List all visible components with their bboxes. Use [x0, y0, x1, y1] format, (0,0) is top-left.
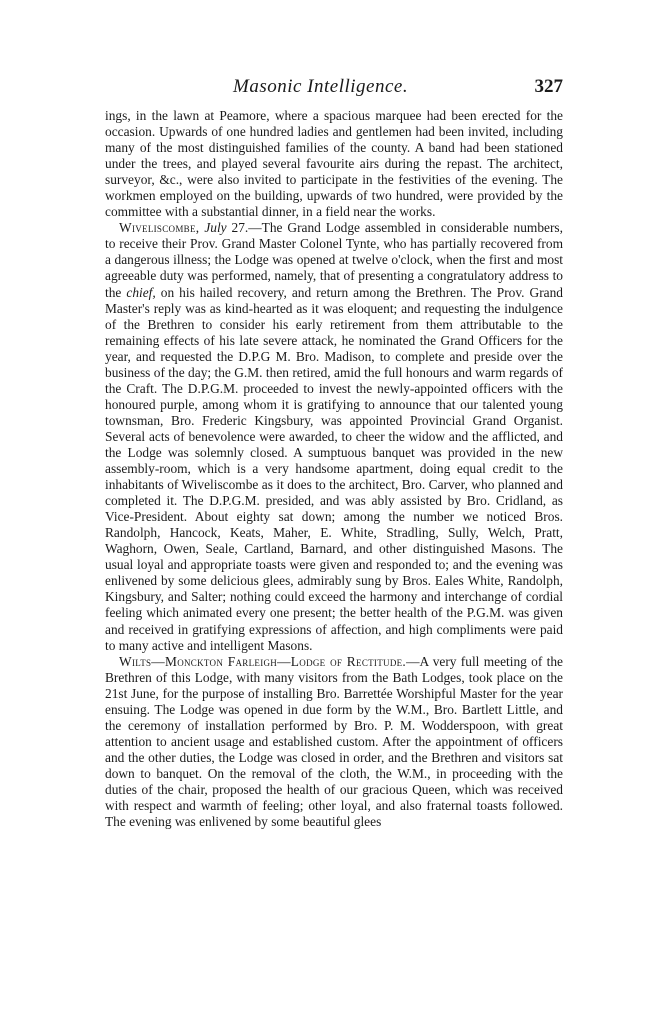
place-heading: Wiveliscombe,	[119, 220, 200, 236]
page-number: 327	[534, 76, 563, 97]
paragraph-text: on his hailed recovery, and return among the Brethren. The Prov. Grand Master's reply was as kind-hearted as it was eloquent; and requesting the indulgence of the Brethren to consider his early retirement from them attributable to the remaining effects of his late severe attack, he nominated the Grand Officers for the year, and requested the D.P.G M. Bro. Madison, to complete and preside over the business of the day; the G.M. then retired, amid the full honours and warm regards of the Craft. The D.P.G.M. proceeded to invest the newly-appointed officers with the honoured purple, among whom it is gratifying to announce that our talented young townsman, Bro. Frederic Kingsbury, was appointed Provincial Grand Organist. Several acts of benevolence were awarded, to cheer the widow and the afflicted, and the Lodge was solemnly closed. A sumptuous banquet was provided in the new assembly-room, which is a very handsome apartment, doing equal credit to the inhabitants of Wiveliscombe as it does to the architect, Bro. Carver, who planned and completed it. The D.P.G.M. presided, and was ably assisted by Bro. Cridland, as Vice-President. About eighty sat down; among the number we noticed Bros. Randolph, Hancock, Keats, Maher, E. White, Stradling, Sully, Welch, Pratt, Waghorn, Owen, Seale, Cartland, Barnard, and other distinguished Masons. The usual loyal and appropriate toasts were given and responded to; and the evening was enlivened by some delicious glees, admirably sung by Bros. Eales White, Randolph, Kingsbury, and Salter; nothing could exceed the harmony and interchange of cordial feeling which animated every one present; the better health of the P.G.M. was given and received in gratifying expressions of affection, and high compliments were paid to many active and intelligent Masons.	[105, 284, 563, 653]
paragraph-wiveliscombe	[105, 220, 563, 653]
document-page	[105, 76, 563, 830]
running-head	[105, 76, 563, 102]
paragraph-wilts	[105, 654, 563, 831]
running-title: Masonic Intelligence.	[233, 76, 409, 97]
paragraph-text: 27.—The Grand Lodge assembled in considerable numbers, to receive their Prov. Grand Master Colonel Tynte, who has partially recovered from a dangerous illness; the Lodge was opened at twelve o'clock, when the first and most agreeable duty was performed, namely, that of presenting a congratulatory address to the	[105, 220, 563, 300]
paragraph-text: ings, in the lawn at Peamore, where a spacious marquee had been erected for the occasion. Upwards of one hundred ladies and gentlemen had been invited, including many of the most distinguished families of the county. A band had been stationed under the trees, and played several favourite airs during the repast. The architect, surveyor, &c., were also invited to participate in the festivities of the evening. The workmen employed on the building, upwards of two hundred, were provided by the committee with a substantial dinner, in a field near the works.	[105, 108, 563, 220]
emphasis-text: chief,	[126, 284, 156, 300]
paragraph-peamore	[105, 108, 563, 220]
article-body	[105, 108, 563, 830]
date-heading: July	[204, 220, 227, 236]
place-heading: Wilts—Monckton Farleigh—Lodge of Rectitude.	[119, 653, 407, 669]
paragraph-text: —A very full meeting of the Brethren of this Lodge, with many visitors from the Bath Lodges, took place on the 21st June, for the purpose of installing Bro. Barrettée Worshipful Master for the year ensuing. The Lodge was opened in due form by the W.M., Bro. Bartlett Little, and the ceremony of installation performed by Bro. P. M. Wodderspoon, with great attention to ancient usage and established custom. After the appointment of officers and the other duties, the Lodge was closed in order, and the Brethren and visitors sat down to banquet. On the removal of the cloth, the W.M., in proceeding with the duties of the chair, proposed the health of our gracious Queen, which was received with respect and warmth of feeling; other loyal, and also fraternal toasts followed. The evening was enlivened by some beautiful glees	[105, 653, 563, 830]
